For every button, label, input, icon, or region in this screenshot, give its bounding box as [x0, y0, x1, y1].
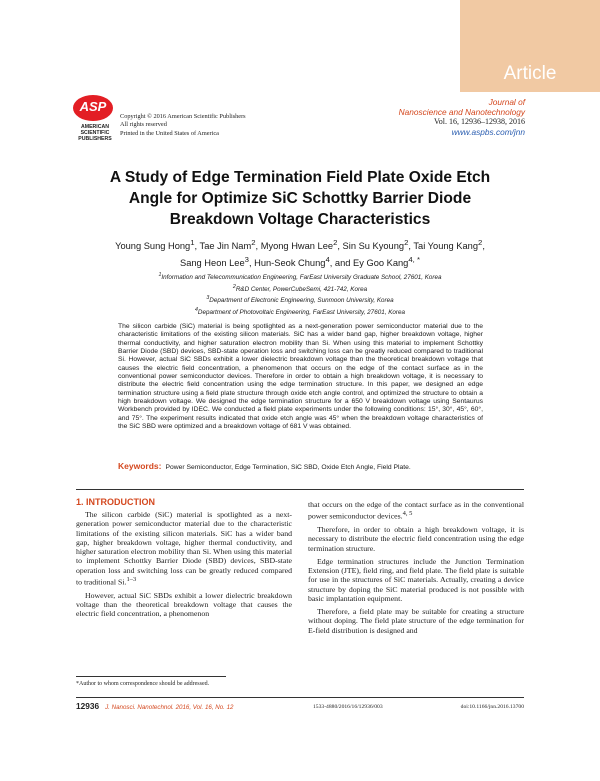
paragraph	[76, 510, 292, 587]
author-affil-sup: 2	[333, 238, 338, 247]
paragraph: Therefore, in order to obtain a high breakdown voltage, it is necessary to distribute the electric field concentration using the edge termination structure.	[308, 525, 524, 553]
article-type-tab	[460, 0, 600, 92]
citation-sup: 4, 5	[402, 510, 413, 518]
author-separator: ,	[255, 241, 261, 252]
publisher-line: PUBLISHERS	[78, 136, 112, 142]
publisher-name	[74, 124, 116, 142]
author-affil-sup: 2	[404, 238, 409, 247]
author-name: Sin Su Kyoung	[342, 241, 405, 252]
copyright-line: Printed in the United States of America	[120, 129, 219, 137]
affiliation	[70, 283, 530, 295]
affiliation	[70, 271, 530, 283]
article-type-label: Article	[503, 63, 557, 84]
copyright-line: All rights reserved	[120, 121, 167, 129]
affiliation	[70, 294, 530, 306]
affiliation	[70, 306, 530, 318]
keywords-text: Power Semiconductor, Edge Termination, SiC SBD, Oxide Etch Angle, Field Plate.	[165, 464, 411, 471]
author-separator: ,	[482, 241, 485, 252]
author-line	[70, 236, 530, 253]
paragraph: Therefore, a field plate may be suitable for creating a structure without doping. The field plate structure of the edge termination for E-field distribution is designed and	[308, 607, 524, 635]
footer-journal-citation: J. Nanosci. Nanotechnol. 2016, Vol. 16, No. 12	[105, 704, 234, 711]
footer-doi[interactable]: doi:10.1166/jnn.2016.13700	[460, 704, 524, 710]
publisher-logo	[73, 95, 113, 121]
affiliation-text: Department of Photovoltaic Engineering, FarEast University, 27601, Korea	[197, 309, 405, 317]
section-divider	[76, 489, 524, 490]
paper-title	[70, 167, 530, 230]
paragraph	[308, 500, 524, 521]
author-separator: , and	[329, 258, 354, 269]
publisher-line: AMERICAN	[81, 124, 109, 130]
copyright-line: Copyright © 2016 American Scientific Publishers	[120, 113, 246, 120]
affiliation-text: Information and Telecommunication Engineering, FarEast University Graduate School, 27601, Korea	[161, 274, 442, 282]
title-line: Angle for Optimize SiC Schottky Barrier Diode	[128, 190, 472, 207]
keywords-label: Keywords:	[118, 461, 162, 471]
paragraph: Edge termination structures include the Junction Termination Extension (JTE), field ring, and field plate. The field plate is suitable for use in the structures of SiC materials. Actually, creating a device structure by doping the SiC material produced is not possible with basic implantation equipment.	[308, 556, 524, 603]
author-name: Sang Heon Lee	[180, 258, 245, 269]
author-separator: ,	[337, 241, 343, 252]
section-heading-introduction: 1. INTRODUCTION	[76, 497, 156, 507]
page-footer	[76, 701, 524, 711]
journal-name-line1: Journal of	[488, 97, 525, 107]
journal-info	[399, 97, 525, 137]
author-affil-sup: 4	[325, 255, 330, 265]
author-name: Hun-Seok Chung	[254, 258, 326, 269]
author-name: Young Sung Hong	[115, 241, 191, 252]
journal-name-line2: Nanoscience and Nanotechnology	[398, 107, 525, 117]
footer-issn: 1533-4880/2016/16/12936/003	[313, 704, 383, 710]
author-name: Tai Young Kang	[413, 241, 478, 252]
affiliation-text: R&D Center, PowerCubeSemi, 421-742, Korea	[235, 285, 368, 293]
page-number: 12936	[76, 701, 100, 711]
author-separator: ,	[408, 241, 414, 252]
footnote-divider	[76, 676, 226, 677]
author-affil-sup: 3	[244, 255, 249, 265]
author-affil-sup: 2	[251, 238, 256, 247]
correspondence-footnote: *Author to whom correspondence should be addressed.	[76, 681, 210, 687]
affiliation-sup: 2	[232, 283, 236, 290]
author-separator: ,	[194, 241, 200, 252]
publisher-logo-text: ASP	[79, 99, 107, 114]
journal-url[interactable]: www.aspbs.com/jnn	[451, 127, 525, 137]
paragraph: However, actual SiC SBDs exhibit a lower dielectric breakdown voltage than the theoretical breakdown voltage that causes the electric field concentration, a phenomenon	[76, 590, 292, 619]
author-name: Ey Goo Kang	[353, 258, 409, 269]
author-affil-sup: 4, *	[408, 255, 420, 265]
affiliation-text: Department of Electronic Engineering, Sunmoon University, Korea	[209, 297, 394, 305]
journal-volume: Vol. 16, 12936–12938, 2016	[434, 117, 525, 126]
keywords	[118, 462, 483, 472]
author-affil-sup: 2	[478, 238, 483, 247]
footer-divider	[76, 697, 524, 698]
abstract: The silicon carbide (SiC) material is being spotlighted as a next-generation power semiconductor material due to the characteristic limitations of the existing silicon materials. SiC has a wider band gap, higher breakdown voltage, higher thermal conductivity, and higher saturation electron mobility than Si. When using this material to implement Schottky Barrier Diode (SBD) devices, SBD-state operation loss and switching loss can be greatly reduced compared to traditional Si. However, actual SiC SBDs exhibit a lower dielectric breakdown voltage than the theoretical breakdown voltage that causes the electric field concentration, a phenomenon that occurs on the edge of the contact surface as in the conventional power semiconductor devices. Therefore in order to obtain a high breakdown voltage, it is necessary to distribute the electric field concentration using the edge termination structure. In this paper, we designed an edge termination structure using a field plate structure through oxide etch angle control, and optimized the structure to obtain a high breakdown voltage. We designed the edge termination structure for a 650 V breakdown voltage using Sentaurus Workbench provided by IDEC. We conducted a field plate experiments under the following conditions: 15°, 30°, 45°, 60°, and 75°. The experiment results indicated that oxide etch angle was 45° when the breakdown voltage characteristics of the SiC SBD were optimized and a breakdown voltage of 681 V was obtained.	[118, 323, 483, 431]
author-affil-sup: 1	[190, 238, 195, 247]
body-column-left	[76, 510, 292, 618]
title-line: A Study of Edge Termination Field Plate Oxide Etch	[109, 169, 491, 186]
body-column-right	[308, 500, 524, 635]
author-name: Myong Hwan Lee	[260, 241, 334, 252]
citation-sup: 1–3	[126, 575, 137, 583]
author-line	[70, 253, 530, 270]
affiliation-sup: 4	[194, 307, 198, 314]
author-separator: ,	[248, 258, 255, 269]
copyright-notice	[120, 113, 246, 138]
affiliation-sup: 3	[206, 295, 210, 302]
affiliation-sup: 1	[158, 272, 162, 278]
paragraph-text: that occurs on the edge of the contact surface as in the conventional power semiconductor devices.	[308, 500, 524, 521]
affiliation-list	[70, 271, 530, 318]
paragraph-text: The silicon carbide (SiC) material is spotlighted as a next-generation power semiconductor material due to the characteristic limitations of the existing silicon materials. SiC has a wider band gap, higher breakdown voltage, higher thermal conductivity, and higher saturation electron mobility than Si. When using this material to implement Schottky Barrier Diode (SBD) devices, SBD-state operation loss and switching loss can be greatly reduced compared to traditional Si.	[76, 510, 292, 587]
publisher-line: SCIENTIFIC	[80, 130, 110, 136]
title-line: Breakdown Voltage Characteristics	[169, 211, 431, 228]
author-list	[70, 236, 530, 270]
author-name: Tae Jin Nam	[199, 241, 252, 252]
